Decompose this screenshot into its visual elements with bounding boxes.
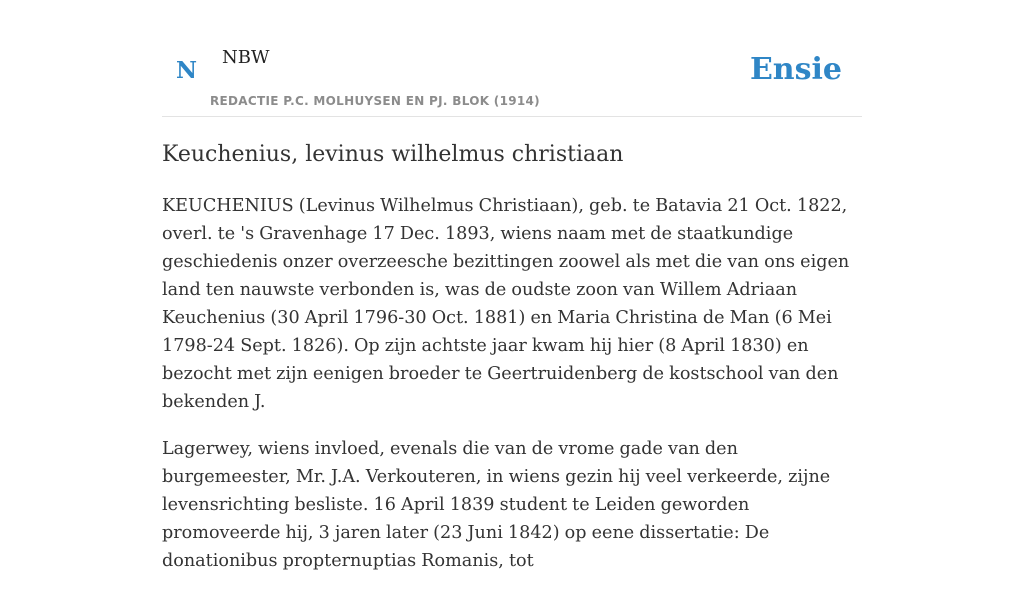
editors-subtitle: REDACTIE P.C. MOLHUYSEN EN PJ. BLOK (1914) — [210, 94, 540, 108]
article-paragraph: Lagerwey, wiens invloed, evenals die van de vrome gade van den burgemeester, Mr. J.A. Verkouteren, in wiens gezin hij veel verkeerde, zijne levensrichting besliste. 16 April 1839 student te Leiden geworden promoveerde hij, 3 jaren later (23 Juni 1842) op eene dissertatie: De donationibus propternuptias Romanis, tot — [162, 439, 831, 571]
site-header — [162, 0, 862, 117]
ensie-logo[interactable]: Ensie — [749, 52, 842, 87]
article-title: Keuchenius, levinus wilhelmus christiaan — [162, 142, 624, 167]
article-body — [162, 192, 862, 594]
site-name[interactable]: NBW — [222, 47, 270, 68]
article-paragraph: KEUCHENIUS (Levinus Wilhelmus Christiaan), geb. te Batavia 21 Oct. 1822, overl. te 's Gravenhage 17 Dec. 1893, wiens naam met de staatkundige geschiedenis onzer overzeesche bezittingen zoowel als met die van ons eigen land ten nauwste verbonden is, was de oudste zoon van Willem Adriaan Keuchenius (30 April 1796-30 Oct. 1881) en Maria Christina de Man (6 Mei 1798-24 Sept. 1826). Op zijn achtste jaar kwam hij hier (8 April 1830) en bezocht met zijn eenigen broeder te Geertruidenberg de kostschool van den bekenden J. — [162, 196, 850, 412]
nbw-logo[interactable]: N — [176, 57, 198, 84]
